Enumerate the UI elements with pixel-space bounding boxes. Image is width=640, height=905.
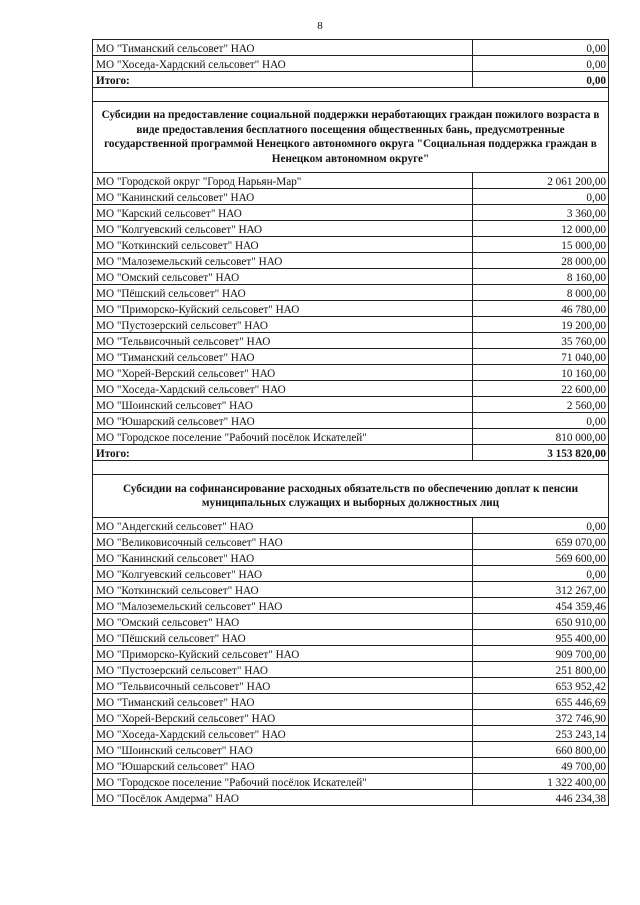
amount-value: 8 160,00 [473, 269, 609, 285]
table-row [93, 710, 609, 726]
table-row [93, 381, 609, 397]
table-row [93, 550, 609, 566]
amount-value: 251 800,00 [473, 662, 609, 678]
municipality-name: МО "Малоземельский сельсовет" НАО [93, 253, 473, 269]
table-row [93, 413, 609, 429]
total-label: Итого: [93, 72, 473, 88]
municipality-name: МО "Хорей-Верский сельсовет" НАО [93, 365, 473, 381]
amount-value: 653 952,42 [473, 678, 609, 694]
subsidy-table [92, 39, 609, 806]
amount-value: 28 000,00 [473, 253, 609, 269]
municipality-name: МО "Шоинский сельсовет" НАО [93, 742, 473, 758]
amount-value: 1 322 400,00 [473, 774, 609, 790]
table-row [93, 301, 609, 317]
municipality-name: МО "Канинский сельсовет" НАО [93, 550, 473, 566]
subsidy-table-container [92, 39, 608, 806]
table-row [93, 397, 609, 413]
amount-value: 253 243,14 [473, 726, 609, 742]
table-row [93, 221, 609, 237]
amount-value: 10 160,00 [473, 365, 609, 381]
amount-value: 446 234,38 [473, 790, 609, 806]
section-title: Субсидии на софинансирование расходных обязательств по обеспечению доплат к пенсии муниципальных служащих и выборных должностных лиц [93, 475, 609, 518]
amount-value: 650 910,00 [473, 614, 609, 630]
table-row [93, 742, 609, 758]
municipality-name: МО "Великовисочный сельсовет" НАО [93, 534, 473, 550]
spacer-row [93, 88, 609, 102]
table-row [93, 317, 609, 333]
table-row [93, 694, 609, 710]
amount-value: 312 267,00 [473, 582, 609, 598]
municipality-name: МО "Тельвисочный сельсовет" НАО [93, 678, 473, 694]
table-row [93, 333, 609, 349]
municipality-name: МО "Городское поселение "Рабочий посёлок Искателей" [93, 429, 473, 445]
total-row [93, 445, 609, 461]
amount-value: 2 061 200,00 [473, 173, 609, 189]
spacer-row [93, 461, 609, 475]
municipality-name: МО "Канинский сельсовет" НАО [93, 189, 473, 205]
section-heading-row [93, 475, 609, 518]
table-row [93, 678, 609, 694]
municipality-name: МО "Андегский сельсовет" НАО [93, 518, 473, 534]
amount-value: 0,00 [473, 566, 609, 582]
table-row [93, 582, 609, 598]
total-value: 0,00 [473, 72, 609, 88]
table-row [93, 598, 609, 614]
amount-value: 955 400,00 [473, 630, 609, 646]
amount-value: 660 800,00 [473, 742, 609, 758]
section-heading-row [93, 102, 609, 173]
amount-value: 909 700,00 [473, 646, 609, 662]
table-row [93, 614, 609, 630]
table-row [93, 253, 609, 269]
amount-value: 454 359,46 [473, 598, 609, 614]
table-row [93, 518, 609, 534]
amount-value: 0,00 [473, 56, 609, 72]
municipality-name: МО "Посёлок Амдерма" НАО [93, 790, 473, 806]
subsidy-table-body [93, 40, 609, 806]
municipality-name: МО "Юшарский сельсовет" НАО [93, 758, 473, 774]
amount-value: 15 000,00 [473, 237, 609, 253]
table-row [93, 726, 609, 742]
municipality-name: МО "Малоземельский сельсовет" НАО [93, 598, 473, 614]
amount-value: 3 360,00 [473, 205, 609, 221]
municipality-name: МО "Приморско-Куйский сельсовет" НАО [93, 646, 473, 662]
municipality-name: МО "Приморско-Куйский сельсовет" НАО [93, 301, 473, 317]
municipality-name: МО "Хоседа-Хардский сельсовет" НАО [93, 726, 473, 742]
table-row [93, 758, 609, 774]
amount-value: 12 000,00 [473, 221, 609, 237]
amount-value: 569 600,00 [473, 550, 609, 566]
amount-value: 8 000,00 [473, 285, 609, 301]
table-row [93, 566, 609, 582]
amount-value: 35 760,00 [473, 333, 609, 349]
municipality-name: МО "Тиманский сельсовет" НАО [93, 40, 473, 56]
amount-value: 0,00 [473, 40, 609, 56]
municipality-name: МО "Омский сельсовет" НАО [93, 269, 473, 285]
municipality-name: МО "Тиманский сельсовет" НАО [93, 349, 473, 365]
amount-value: 810 000,00 [473, 429, 609, 445]
table-row [93, 774, 609, 790]
table-row [93, 205, 609, 221]
table-row [93, 189, 609, 205]
table-row [93, 534, 609, 550]
amount-value: 0,00 [473, 413, 609, 429]
municipality-name: МО "Тельвисочный сельсовет" НАО [93, 333, 473, 349]
table-row [93, 790, 609, 806]
total-row [93, 72, 609, 88]
municipality-name: МО "Коткинский сельсовет" НАО [93, 237, 473, 253]
amount-value: 0,00 [473, 189, 609, 205]
municipality-name: МО "Коткинский сельсовет" НАО [93, 582, 473, 598]
table-row [93, 269, 609, 285]
municipality-name: МО "Юшарский сельсовет" НАО [93, 413, 473, 429]
table-row [93, 349, 609, 365]
amount-value: 0,00 [473, 518, 609, 534]
amount-value: 372 746,90 [473, 710, 609, 726]
table-row [93, 646, 609, 662]
municipality-name: МО "Тиманский сельсовет" НАО [93, 694, 473, 710]
amount-value: 19 200,00 [473, 317, 609, 333]
municipality-name: МО "Хоседа-Хардский сельсовет" НАО [93, 381, 473, 397]
table-row [93, 237, 609, 253]
total-label: Итого: [93, 445, 473, 461]
total-value: 3 153 820,00 [473, 445, 609, 461]
amount-value: 2 560,00 [473, 397, 609, 413]
section-title: Субсидии на предоставление социальной поддержки неработающих граждан пожилого возраста в виде предоставления бесплатного посещения общественных бань, предусмотренные государственной программой Ненецкого автономного округа "Социальная поддержка граждан в Ненецком автономном округе" [93, 102, 609, 173]
amount-value: 71 040,00 [473, 349, 609, 365]
table-row [93, 662, 609, 678]
table-row [93, 173, 609, 189]
municipality-name: МО "Карский сельсовет" НАО [93, 205, 473, 221]
municipality-name: МО "Пёшский сельсовет" НАО [93, 630, 473, 646]
municipality-name: МО "Хорей-Верский сельсовет" НАО [93, 710, 473, 726]
table-row [93, 56, 609, 72]
municipality-name: МО "Омский сельсовет" НАО [93, 614, 473, 630]
table-row [93, 285, 609, 301]
municipality-name: МО "Хоседа-Хардский сельсовет" НАО [93, 56, 473, 72]
municipality-name: МО "Колгуевский сельсовет" НАО [93, 566, 473, 582]
municipality-name: МО "Колгуевский сельсовет" НАО [93, 221, 473, 237]
municipality-name: МО "Пёшский сельсовет" НАО [93, 285, 473, 301]
page-number: 8 [317, 20, 323, 32]
municipality-name: МО "Шоинский сельсовет" НАО [93, 397, 473, 413]
table-row [93, 630, 609, 646]
amount-value: 659 070,00 [473, 534, 609, 550]
municipality-name: МО "Пустозерский сельсовет" НАО [93, 317, 473, 333]
municipality-name: МО "Городской округ "Город Нарьян-Мар" [93, 173, 473, 189]
table-row [93, 40, 609, 56]
amount-value: 49 700,00 [473, 758, 609, 774]
amount-value: 22 600,00 [473, 381, 609, 397]
table-row [93, 365, 609, 381]
municipality-name: МО "Пустозерский сельсовет" НАО [93, 662, 473, 678]
amount-value: 46 780,00 [473, 301, 609, 317]
amount-value: 655 446,69 [473, 694, 609, 710]
table-row [93, 429, 609, 445]
municipality-name: МО "Городское поселение "Рабочий посёлок Искателей" [93, 774, 473, 790]
